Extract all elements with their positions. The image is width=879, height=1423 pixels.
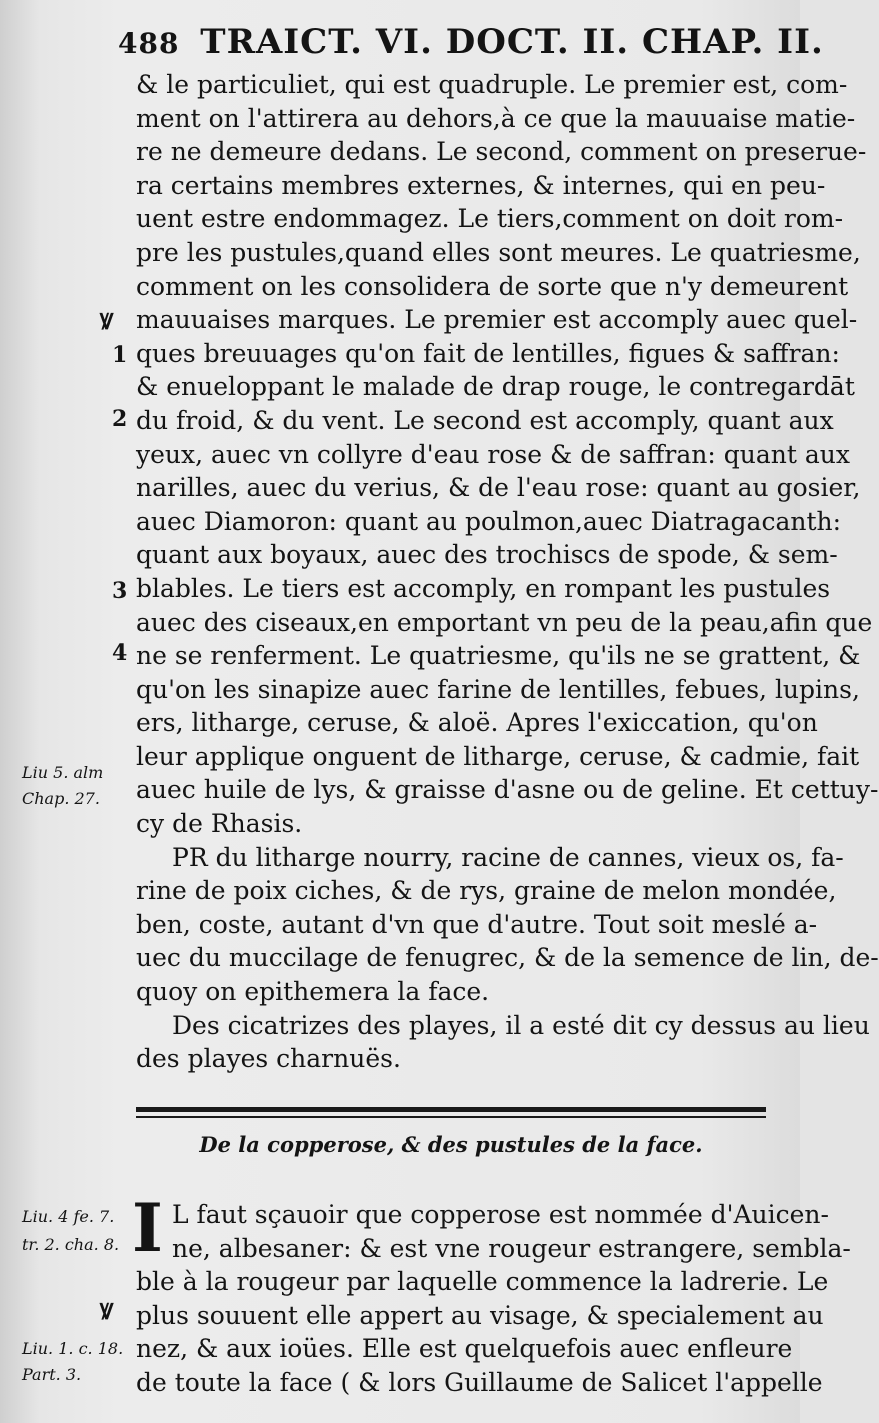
text-line: ne se renferment. Le quatriesme, qu'ils ne se grattent, &	[136, 641, 861, 671]
text-line: pre les pustules,quand elles sont meures. Le quatriesme,	[136, 237, 861, 267]
recipe-line: quoy on epithemera la face.	[136, 977, 490, 1007]
running-title: TRAICT. VI. DOCT. II. CHAP. II.	[200, 22, 824, 62]
margin-note: tr. 2. cha. 8.	[22, 1235, 120, 1254]
text-line: comment on les consolidera de sorte que n'y demeurent	[136, 271, 849, 301]
text-line: du froid, & du vent. Le second est accomply, quant aux	[136, 405, 834, 435]
text-line: auec Diamoron: quant au poulmon,auec Diatragacanth:	[136, 506, 842, 536]
running-header	[118, 22, 824, 62]
text-line: re ne demeure dedans. Le second, comment on preserue-	[136, 137, 867, 167]
text-line: ers, litharge, ceruse, & aloë. Apres l'exiccation, qu'on	[136, 708, 818, 738]
text-line: nez, & aux ioües. Elle est quelquefois auec enfleure	[136, 1334, 793, 1364]
text-line: mauuaises marques. Le premier est accomply auec quel-	[136, 305, 858, 335]
body-text	[136, 68, 879, 1076]
margin-note: Chap. 27.	[22, 789, 100, 808]
margin-number-2: 2	[112, 406, 128, 432]
closing-line: Des cicatrizes des playes, il a esté dit cy dessus au lieu	[172, 1010, 870, 1040]
section-title: De la copperose, & des pustules de la face.	[199, 1132, 703, 1157]
text-line: yeux, auec vn collyre d'eau rose & de saffran: quant aux	[136, 439, 850, 469]
text-line: auec huile de lys, & graisse d'asne ou de geline. Et cettuy-	[136, 775, 879, 805]
recipe-line: rine de poix ciches, & de rys, graine de melon mondée,	[136, 876, 837, 906]
margin-number-3: 3	[112, 578, 128, 604]
text-line: ne, albesaner: & est vne rougeur estrangere, sembla-	[172, 1233, 851, 1263]
margin-number-4: 4	[112, 640, 128, 666]
text-line: plus souuent elle appert au visage, & specialement au	[136, 1300, 824, 1330]
margin-number-1: 1	[112, 342, 128, 368]
text-line: ques breuuages qu'on fait de lentilles, figues & saffran:	[136, 338, 840, 368]
margin-note: Liu. 1. c. 18.	[22, 1339, 124, 1358]
text-line: de toute la face ( & lors Guillaume de Salicet l'appelle	[136, 1367, 823, 1397]
text-line: ra certains membres externes, & internes, qui en peu-	[136, 170, 826, 200]
text-line: narilles, auec du verius, & de l'eau rose: quant au gosier,	[136, 473, 861, 503]
margin-symbol: Ꝟ	[100, 1299, 114, 1325]
section-divider	[136, 1107, 766, 1112]
closing-line: des playes charnuës.	[136, 1044, 401, 1074]
drop-cap: I	[132, 1189, 163, 1267]
margin-note: Part. 3.	[22, 1365, 82, 1384]
text-line: & le particuliet, qui est quadruple. Le premier est, com-	[136, 70, 848, 99]
margin-symbol: Ꝟ	[100, 309, 114, 335]
text-line: quant aux boyaux, auec des trochiscs de spode, & sem-	[136, 540, 838, 570]
text-line: cy de Rhasis.	[136, 809, 303, 839]
page-number: 488	[118, 27, 180, 60]
text-line: qu'on les sinapize auec farine de lentilles, febues, lupins,	[136, 674, 860, 704]
margin-note: Liu 5. alm	[22, 763, 104, 782]
recipe-line: PR du litharge nourry, racine de cannes, vieux os, fa-	[172, 842, 844, 872]
text-line: & enueloppant le malade de drap rouge, le contregardāt	[136, 372, 855, 402]
text-line: uent estre endommagez. Le tiers,comment on doit rom-	[136, 204, 844, 234]
recipe-line: uec du muccilage de fenugrec, & de la semence de lin, de-	[136, 943, 879, 973]
text-line: L faut sçauoir que copperose est nommée d'Auicen-	[172, 1200, 829, 1229]
section-text	[136, 1198, 851, 1400]
text-line: auec des ciseaux,en emportant vn peu de la peau,afin que	[136, 607, 873, 637]
recipe-line: ben, coste, autant d'vn que d'autre. Tout soit meslé a-	[136, 909, 818, 939]
text-line: blables. Le tiers est accomply, en rompant les pustules	[136, 573, 831, 603]
text-line: ble à la rougeur par laquelle commence la ladrerie. Le	[136, 1267, 829, 1297]
section-divider-thin	[136, 1116, 766, 1118]
margin-note: Liu. 4 fe. 7.	[22, 1207, 115, 1226]
text-line: leur applique onguent de litharge, ceruse, & cadmie, fait	[136, 741, 860, 771]
text-line: ment on l'attirera au dehors,à ce que la mauuaise matie-	[136, 103, 856, 133]
